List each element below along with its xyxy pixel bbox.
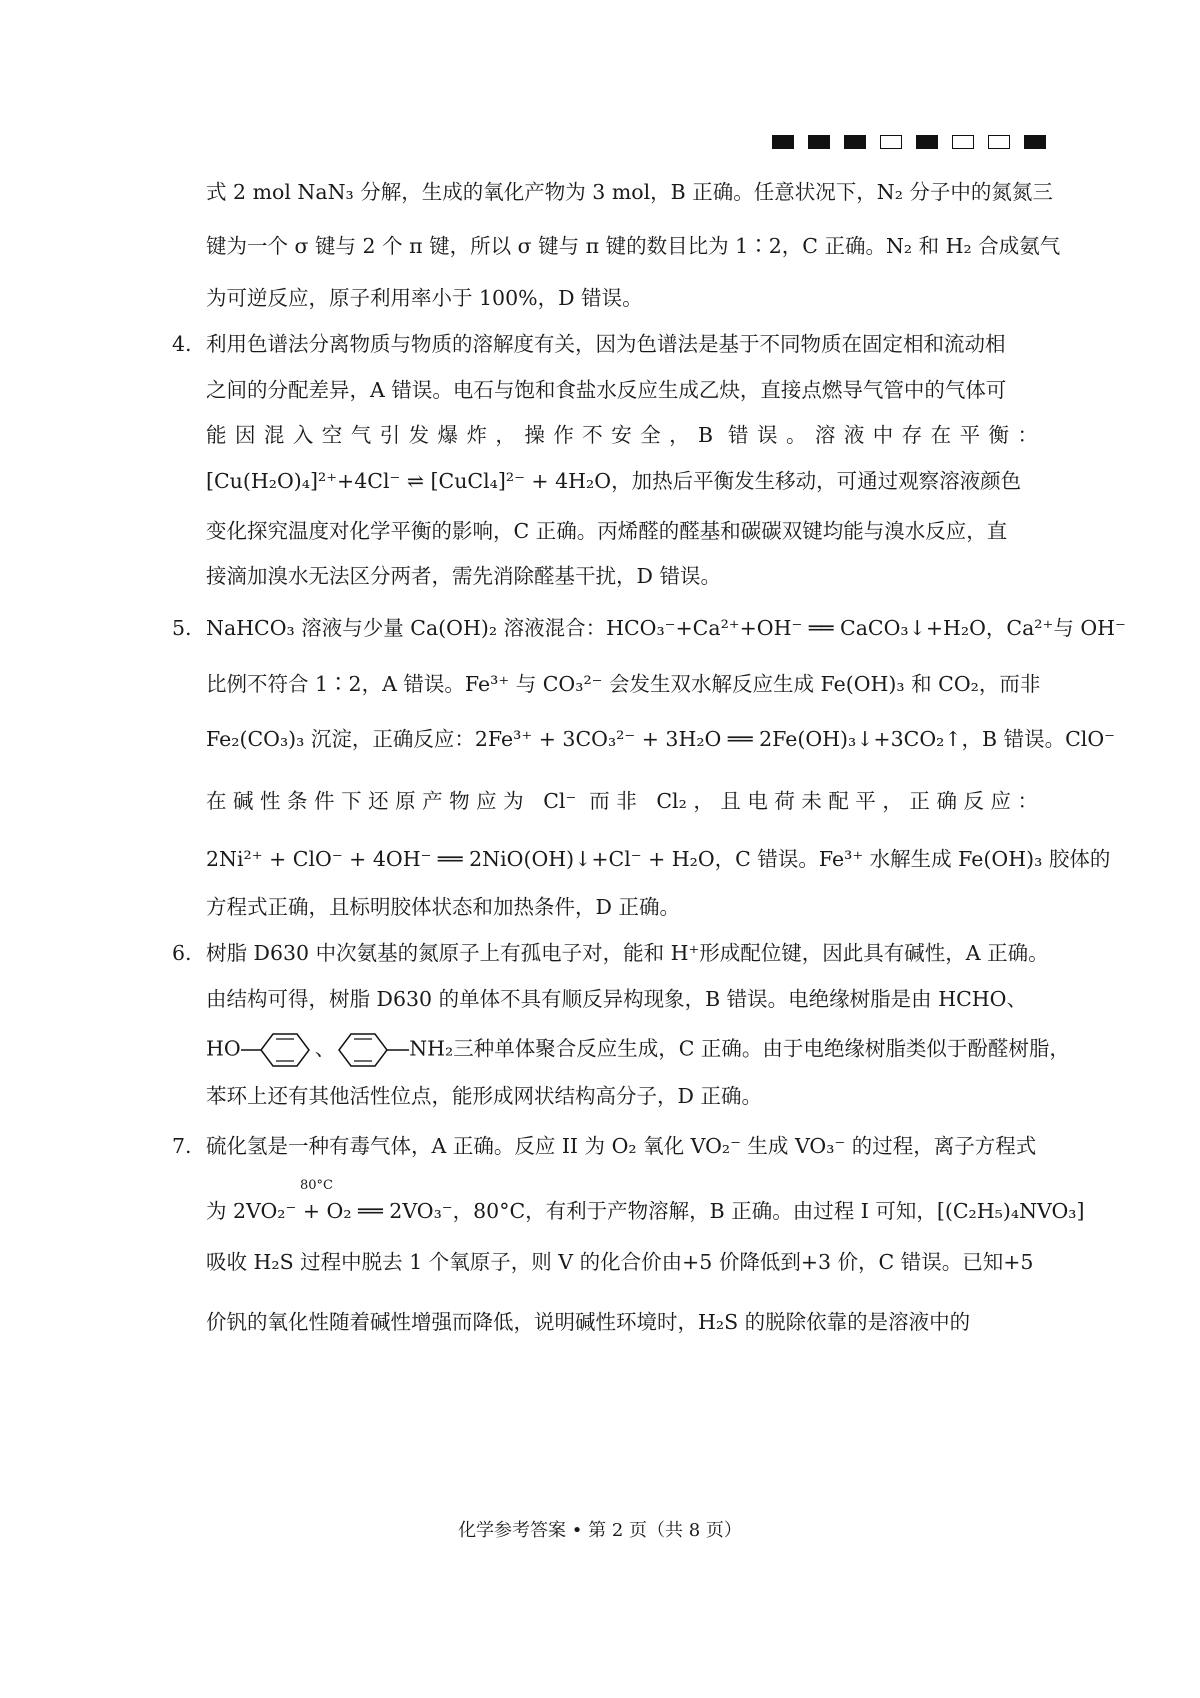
text-line: 利用色谱法分离物质与物质的溶解度有关，因为色谱法是基于不同物质在固定相和流动相 (206, 332, 1006, 356)
text-line: NaHCO₃ 溶液与少量 Ca(OH)₂ 溶液混合：HCO₃⁻+Ca²⁺+OH⁻ ══ CaCO₃↓+H₂O，Ca²⁺与 OH⁻ (206, 616, 1126, 640)
item-number: 6. (172, 941, 192, 965)
item-number: 4. (172, 332, 192, 356)
arrow-condition: 80°C (300, 1178, 333, 1193)
text-line: 为可逆反应，原子利用率小于 100%，D 错误。 (206, 286, 643, 310)
text-line: [Cu(H₂O)₄]²⁺+4Cl⁻ ⇌ [CuCl₄]²⁻ + 4H₂O，加热后平衡发生移动，可通过观察溶液颜色 (206, 469, 1022, 493)
phenol-ring-icon (241, 1030, 315, 1070)
page-footer: 化学参考答案 • 第 2 页（共 8 页） (458, 1520, 742, 1541)
item-number: 5. (172, 616, 192, 640)
structure-line (206, 1030, 1070, 1070)
mark-1 (772, 135, 794, 149)
mark-6 (952, 135, 974, 149)
text-line: 比例不符合 1∶2，A 错误。Fe³⁺ 与 CO₃²⁻ 会发生双水解反应生成 Fe(OH)₃ 和 CO₂，而非 (206, 672, 1041, 696)
text-line: 吸收 H₂S 过程中脱去 1 个氧原子，则 V 的化合价由+5 价降低到+3 价，C 错误。已知+5 (206, 1250, 1034, 1274)
text-line: 键为一个 σ 键与 2 个 π 键，所以 σ 键与 π 键的数目比为 1∶2，C 正确。N₂ 和 H₂ 合成氨气 (206, 234, 1061, 258)
text-line: 式 2 mol NaN₃ 分解，生成的氧化产物为 3 mol，B 正确。任意状况下，N₂ 分子中的氮氮三 (206, 180, 1053, 204)
item-number: 7. (172, 1134, 192, 1158)
text-line: 方程式正确，且标明胶体状态和加热条件，D 正确。 (206, 895, 680, 919)
text-line: 能因混入空气引发爆炸，操作不安全，B 错误。溶液中存在平衡： (206, 423, 1038, 447)
text-line: 三种单体聚合反应生成，C 正确。由于电绝缘树脂类似于酚醛树脂， (453, 1036, 1070, 1061)
mark-3 (844, 135, 866, 149)
text-line: 由结构可得，树脂 D630 的单体不具有顺反异构现象，B 错误。电绝缘树脂是由 HCHO、 (206, 987, 1027, 1011)
page-marks (772, 135, 1060, 149)
text-line: 接滴加溴水无法区分两者，需先消除醛基干扰，D 错误。 (206, 564, 721, 588)
mark-5 (916, 135, 938, 149)
text-line: 之间的分配差异，A 错误。电石与饱和食盐水反应生成乙炔，直接点燃导气管中的气体可 (206, 378, 1007, 402)
aniline-ring-icon (335, 1030, 409, 1070)
ho-label: HO (206, 1036, 241, 1061)
mark-7 (988, 135, 1010, 149)
text-line: 硫化氢是一种有毒气体，A 正确。反应 II 为 O₂ 氧化 VO₂⁻ 生成 VO₃⁻ 的过程，离子方程式 (206, 1134, 1037, 1158)
text-line: 2Ni²⁺ + ClO⁻ + 4OH⁻ ══ 2NiO(OH)↓+Cl⁻ + H₂O，C 错误。Fe³⁺ 水解生成 Fe(OH)₃ 胶体的 (206, 847, 1111, 871)
text-line: Fe₂(CO₃)₃ 沉淀，正确反应：2Fe³⁺ + 3CO₃²⁻ + 3H₂O ══ 2Fe(OH)₃↓+3CO₂↑，B 错误。ClO⁻ (206, 727, 1115, 751)
text-line: 在碱性条件下还原产物应为 Cl⁻ 而非 Cl₂，且电荷未配平，正确反应： (206, 789, 1038, 813)
separator: 、 (314, 1036, 336, 1061)
mark-8 (1024, 135, 1046, 149)
nh2-label: NH₂ (409, 1036, 454, 1061)
mark-2 (808, 135, 830, 149)
text-line: 树脂 D630 中次氨基的氮原子上有孤电子对，能和 H⁺形成配位键，因此具有碱性，A 正确。 (206, 941, 1049, 965)
text-line: 为 2VO₂⁻ + O₂ ══ 2VO₃⁻，80°C，有利于产物溶解，B 正确。由过程 I 可知，[(C₂H₅)₄NVO₃] (206, 1199, 1085, 1223)
text-line: 变化探究温度对化学平衡的影响，C 正确。丙烯醛的醛基和碳碳双键均能与溴水反应，直 (206, 519, 1008, 543)
text-line: 价钒的氧化性随着碱性增强而降低，说明碱性环境时，H₂S 的脱除依靠的是溶液中的 (206, 1310, 971, 1334)
mark-4 (880, 135, 902, 149)
text-line: 苯环上还有其他活性位点，能形成网状结构高分子，D 正确。 (206, 1084, 762, 1108)
